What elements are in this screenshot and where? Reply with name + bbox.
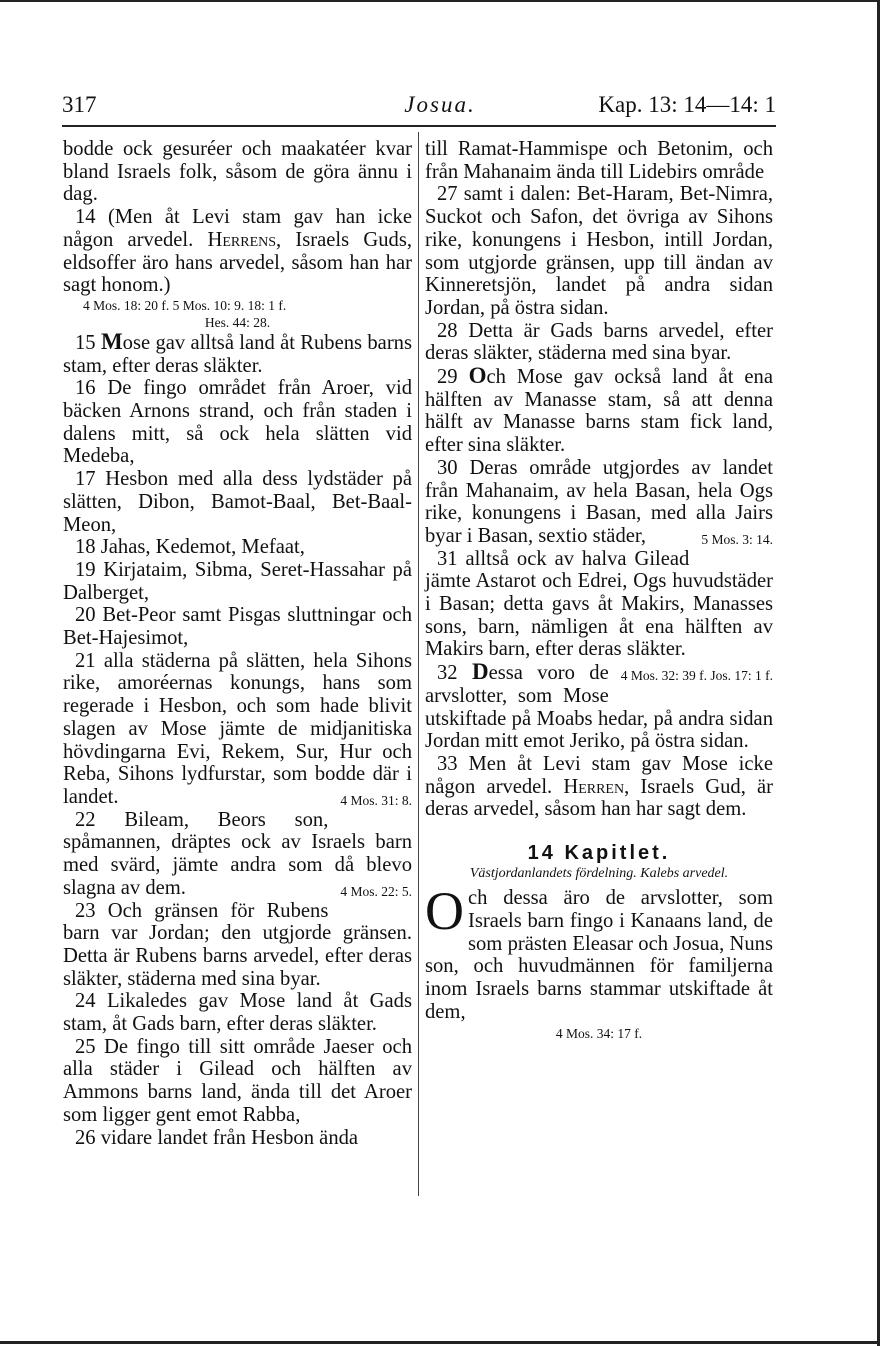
page-top-edge xyxy=(0,0,880,2)
chapter-reference: Kap. 13: 14—14: 1 xyxy=(598,92,776,117)
verse-28: 28 Detta är Gads barns arvedel, efter deras släkter, städerna med sina byar. xyxy=(425,319,773,365)
drop-cap: O xyxy=(425,881,464,942)
verse-number: 15 xyxy=(75,331,96,354)
divine-name: Herrens xyxy=(207,228,277,251)
verse-text: ose gav alltså land åt Rubens barns stam, efter deras släkter. xyxy=(63,331,412,377)
cross-reference: 4 Mos. 31: 8. xyxy=(340,792,412,808)
verse-15 xyxy=(63,328,412,377)
right-column xyxy=(425,138,773,1046)
verse-25: 25 De fingo till sitt område Jaeser och alla städer i Gilead och hälften av Ammons barns land, ända till det Aroer som ligger gent emot Rabba, xyxy=(63,1035,412,1126)
verse-20: 20 Bet-Peor samt Pisgas sluttningar och Bet-Hajesimot, xyxy=(63,604,412,650)
continued-text: till Ramat-Hammispe och Betonim, och från Mahanaim ända till Lidebirs område xyxy=(425,138,773,183)
verse-1 xyxy=(425,881,773,1023)
verse-text: 21 alla städerna på slätten, hela Sihons rike, amoréernas konungs, hans som regerade i Hesbon, och som hade blivit slagen av Mose jämte de midjanitiska hövdingarna Evi, Rekem, Sur, Hur och Reba, Sihons lydfurstar, som bodde där i landet. xyxy=(63,649,412,808)
verse-18: 18 Jahas, Kedemot, Mefaat, xyxy=(75,536,305,559)
verse-text: essa voro de arvslotter, som Mose utskiftade på Moabs hedar, på andra sidan Jordan mitt emot Jeriko, på östra sidan. xyxy=(425,662,773,753)
verse-14-text-b: , Israels Guds, eldsoffer äro hans arvedel, såsom han har sagt honom.) xyxy=(63,228,412,297)
verse-16: 16 De fingo området från Aroer, vid bäcken Arnons strand, och från staden i dalens mitt, så ock hela slätten vid Medeba, xyxy=(63,377,412,468)
chapter-summary: Västjordanlandets fördelning. Kalebs arvedel. xyxy=(469,866,729,882)
verse-33-text-a: 33 Men åt Levi stam gav Mose icke någon arvedel. xyxy=(425,752,773,798)
verse-text: 22 Bileam, Beors son, spåmannen, dräptes ock av Israels barn med svärd, jämte andra som då blevo slagna av dem. xyxy=(63,808,412,899)
divine-name: Herren xyxy=(563,775,625,798)
verse-29 xyxy=(425,365,773,457)
verse-21 xyxy=(63,650,412,809)
verse-33 xyxy=(425,753,773,821)
verse-text: 30 Deras område utgjordes av landet från Mahanaim, av hela Basan, hela Ogs rike, konungens i Basan, med alla Jairs byar i Basan, sextio städer, xyxy=(425,456,773,547)
cross-reference: 4 Mos. 22: 5. xyxy=(340,883,412,899)
verse-number: 32 xyxy=(437,662,458,685)
verse-17: 17 Hesbon med alla dess lydstäder på slätten, Dibon, Bamot-Baal, Bet-Baal-Meon, xyxy=(63,468,412,536)
cross-reference: 4 Mos. 18: 20 f. 5 Mos. 10: 9. 18: 1 f. xyxy=(83,297,287,313)
verse-14 xyxy=(63,206,412,297)
verse-30 xyxy=(425,457,773,548)
verse-text: ch Mose gav också land åt ena hälften av Manasse stam, så att denna hälft av Manasse barns stam fick land, efter sina släkter. xyxy=(425,366,773,457)
verse-24: 24 Likaledes gav Mose land åt Gads stam, åt Gads barn, efter deras släkter. xyxy=(63,990,412,1036)
verse-31 xyxy=(425,547,773,684)
initial-capital: M xyxy=(100,328,123,354)
cross-reference: Hes. 44: 28. xyxy=(204,314,271,330)
initial-capital: O xyxy=(468,363,487,389)
verse-text: 31 alltså ock av halva Gilead jämte Astarot och Edrei, Ogs huvudstäder i Basan; detta gavs åt Makirs, Manasses sons, barn, nämligen åt ena hälften av Makirs barn, efter deras släkter. xyxy=(425,547,773,661)
header-rule xyxy=(62,125,776,127)
left-column xyxy=(63,138,412,1149)
verse-14-text-a: 14 (Men åt Levi stam gav han icke någon arvedel. xyxy=(63,206,412,251)
verse-23: 23 Och gränsen för Rubens barn var Jordan; den utgjorde gränsen. Detta är Rubens barns arvedel, efter deras släkter, städerna med sina byar. xyxy=(63,899,412,990)
chapter-heading: 14 Kapitlet. xyxy=(527,842,671,865)
cross-reference: 4 Mos. 34: 17 f. xyxy=(555,1026,643,1042)
verse-19: 19 Kirjataim, Sibma, Seret-Hassahar på Dalberget, xyxy=(63,558,412,604)
verse-number: 29 xyxy=(437,366,458,389)
cross-reference: 5 Mos. 3: 14. xyxy=(701,531,773,547)
continued-text: bodde ock gesuréer och maakatéer kvar bland Israels folk, såsom de göra ännu i dag. xyxy=(63,138,412,206)
verse-27: 27 samt i dalen: Bet-Haram, Bet-Nimra, Suckot och Safon, det övriga av Sihons rike, konungens i Hesbon, intill Jordan, som utgjorde gränsen, upp till ändan av Kinneretsjön, landet på andra sidan Jordan, på östra sidan. xyxy=(425,183,773,319)
column-divider xyxy=(418,132,419,1196)
verse-22 xyxy=(63,809,412,900)
verse-text: ch dessa äro de arvslotter, som Israels barn fingo i Kanaans land, de som prästen Eleasar och Josua, Nuns son, och huvudmännen för familjerna inom Israels barns stammar utskiftade åt dem, xyxy=(425,887,773,1023)
cross-reference: 4 Mos. 32: 39 f. Jos. 17: 1 f. xyxy=(620,668,773,684)
initial-capital: D xyxy=(471,659,489,685)
verse-26: 26 vidare landet från Hesbon ända xyxy=(75,1126,359,1149)
running-title: Josua. xyxy=(404,92,476,117)
verse-33-text-b: , Israels Gud, är deras arvedel, såsom han har sagt dem. xyxy=(425,775,773,821)
page-number: 317 xyxy=(62,92,97,117)
page-bottom-edge xyxy=(0,1341,880,1344)
